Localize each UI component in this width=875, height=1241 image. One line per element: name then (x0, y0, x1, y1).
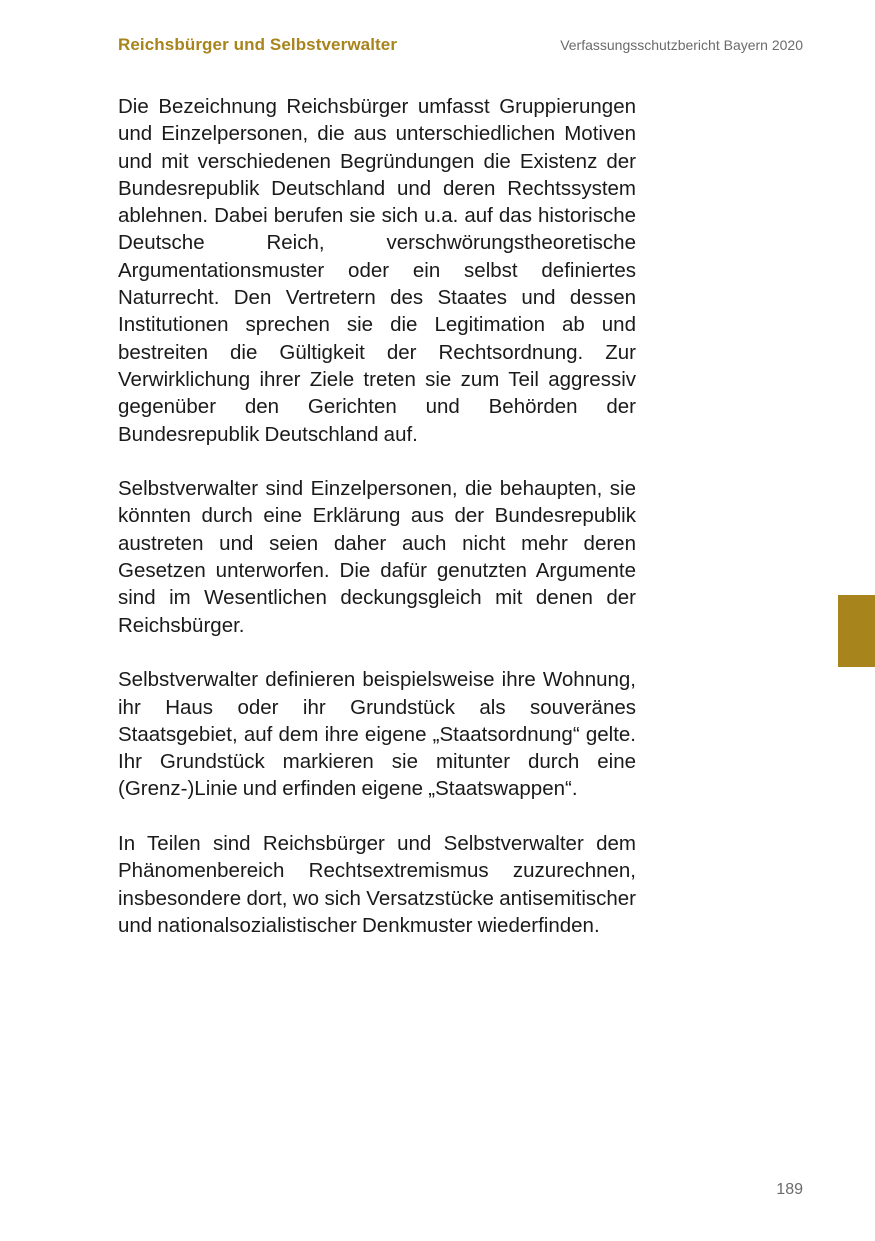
body-text (118, 93, 636, 967)
paragraph-4: In Teilen sind Reichsbürger und Selbstverwalter dem Phänomenbereich Rechtsextremismus zuzurechnen, insbesondere dort, wo sich Versatzstücke antisemitischer und nationalsozialistischer Denkmuster wiederfinden. (118, 832, 636, 937)
paragraph-1: Die Bezeichnung Reichsbürger umfasst Gruppierungen und Einzelpersonen, die aus unterschiedlichen Motiven und mit verschiedenen Begründungen die Existenz der Bundesrepublik Deutschland und deren Rechtssystem ablehnen. Dabei berufen sie sich u.a. auf das historische Deutsche Reich, verschwörungstheoretische Argumentationsmuster oder ein selbst definiertes Naturrecht. Den Vertretern des Staates und dessen Institutionen sprechen sie die Legitimation ab und bestreiten die Gültigkeit der Rechtsordnung. Zur Verwirklichung ihrer Ziele treten sie zum Teil aggressiv gegenüber den Gerichten und Behörden der Bundesrepublik Deutschland auf. (118, 95, 636, 446)
paragraph-3: Selbstverwalter definieren beispielsweise ihre Wohnung, ihr Haus oder ihr Grundstück als souveränes Staatsgebiet, auf dem ihre eigene „Staatsordnung“ gelte. Ihr Grundstück markieren sie mitunter durch eine (Grenz-)Linie und erfinden eigene „Staatswappen“. (118, 668, 636, 801)
chapter-marker-tab (838, 595, 875, 667)
chapter-title: Reichsbürger und Selbstverwalter (118, 35, 398, 54)
publication-title: Verfassungsschutzbericht Bayern 2020 (560, 37, 803, 53)
paragraph-2: Selbstverwalter sind Einzelpersonen, die behaupten, sie könnten durch eine Erklärung aus der Bundesrepublik austreten und seien daher auch nicht mehr deren Gesetzen unterworfen. Die dafür genutzten Argumente sind im Wesentlichen deckungsgleich mit denen der Reichsbürger. (118, 477, 636, 637)
page-number: 189 (776, 1181, 803, 1198)
